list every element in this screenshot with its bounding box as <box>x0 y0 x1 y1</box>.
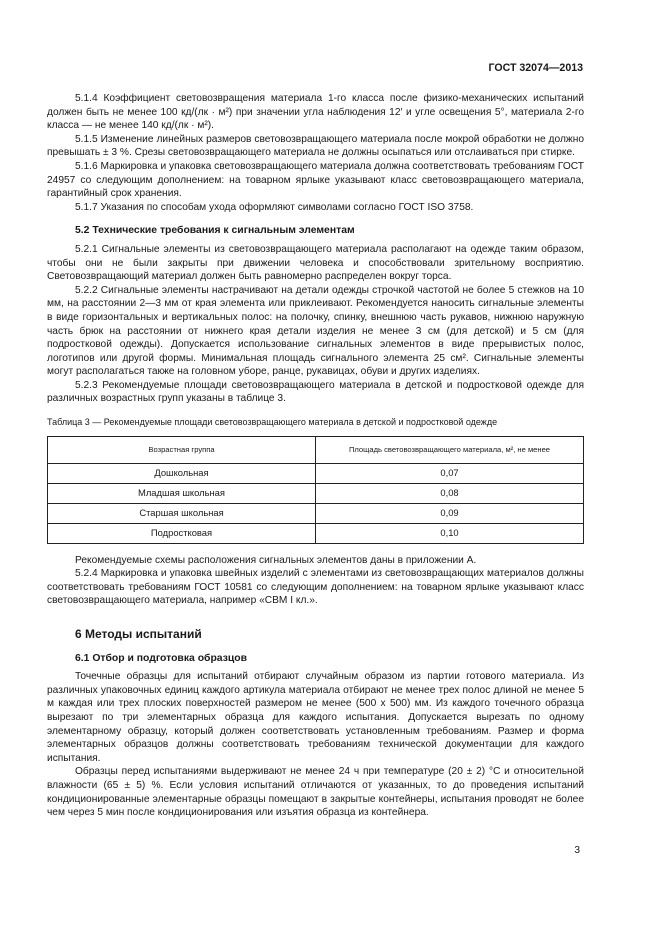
section-heading-5-2: 5.2 Технические требования к сигнальным элементам <box>75 225 355 237</box>
table-row <box>48 523 584 543</box>
table-cell-age-group: Младшая школьная <box>48 483 316 503</box>
table-row <box>48 503 584 523</box>
paragraph-5-2-2: 5.2.2 Сигнальные элементы настрачивают на детали одежды строчкой частотой не более 5 стежков на 10 мм, на расстоянии 2—3 мм от края элемента или приклеивают. Рекомендуется наносить сигнальные элементы в виде горизонтальных и вертикальных полос: на полочку, спинку, внешнюю часть рукавов, нижнюю наружную часть брюк на расстоянии от нижнего края детали изделия не менее 3 см (для детской) и 5 см (для подростковой одежды). Допускается использование сигнальных элементов в виде прерывистых полос, логотипов или другой формы. Минимальная площадь сигнального элемента 25 см². Сигнальные элементы могут располагаться также на головном уборе, ранце, рукавицах, обуви и других изделиях. <box>47 284 584 378</box>
paragraph-recommended-schemes: Рекомендуемые схемы расположения сигнальных элементов даны в приложении А. <box>75 554 477 566</box>
table-caption: Таблица 3 — Рекомендуемые площади световозвращающего материала в детской и подростковой одежде <box>47 417 498 428</box>
table-cell-area: 0,07 <box>316 463 584 483</box>
paragraph-5-1-4: 5.1.4 Коэффициент световозвращения материала 1-го класса после физико-механических испытаний должен быть не менее 100 кд/(лк · м²) при значении угла наблюдения 12′ и угле освещения 5°, материала 2-го класса — не менее 140 кд/(лк · м²). <box>47 93 584 132</box>
table-row <box>48 463 584 483</box>
paragraph-5-1-6: 5.1.6 Маркировка и упаковка световозвращающего материала должна соответствовать требованиям ГОСТ 24957 со следующим дополнением: на товарном ярлыке указывают класс световозвращающего материала, гарантийный срок хранения. <box>47 160 584 200</box>
section-heading-6-1: 6.1 Отбор и подготовка образцов <box>75 652 247 664</box>
table-header-area: Площадь световозвращающего материала, м², не менее <box>316 436 584 463</box>
table-3 <box>47 436 584 544</box>
paragraph-5-1-5: 5.1.5 Изменение линейных размеров световозвращающего материала после мокрой обработки не должно превышать ± 3 %. Срезы световозвращающего материала не должны осыпаться или отслаиваться при стирке. <box>47 133 584 159</box>
table-header-age-group: Возрастная группа <box>48 436 316 463</box>
paragraph-5-2-3: 5.2.3 Рекомендуемые площади световозвращающего материала в детской и подростковой одежде для различных возрастных групп указаны в таблице 3. <box>47 379 584 405</box>
table-cell-area: 0,08 <box>316 483 584 503</box>
table-header-row <box>48 436 584 463</box>
page-number: 3 <box>574 845 580 856</box>
table-row <box>48 483 584 503</box>
table-cell-age-group: Дошкольная <box>48 463 316 483</box>
paragraph-5-2-4: 5.2.4 Маркировка и упаковка швейных изделий с элементами из световозвращающих материалов должны соответствовать требованиям ГОСТ 10581 со следующим дополнением: на товарном ярлыке указывают класс световозвращающего материала, например «СВМ I кл.». <box>47 568 584 607</box>
table-cell-age-group: Старшая школьная <box>48 503 316 523</box>
page-content <box>47 92 584 820</box>
paragraph-6-1-conditioning: Образцы перед испытаниями выдерживают не менее 24 ч при температуре (20 ± 2) °С и относительной влажности (65 ± 5) %. Если условия испытаний отличаются от указанных, то до проведения испытаний кондиционированные элементарные образцы помещают в закрытые контейнеры, испытания проводят не более чем через 5 мин после кондиционирования или изъятия образца из контейнера. <box>47 766 584 819</box>
table-cell-area: 0,09 <box>316 503 584 523</box>
section-heading-6: 6 Методы испытаний <box>75 627 202 642</box>
paragraph-6-1-sampling: Точечные образцы для испытаний отбирают случайным образом из партии готового материала. Из различных упаковочных единиц каждого артикула материала отбирают не менее трех полос длиной не менее 5 м каждая или трех плоских поверхностей размером не менее (500 х 500) мм. Из каждого точечного образца вырезают по три элементарных образца для каждого испытания. Допускается вырезать по одному элементарному образцу, который должен соответствовать установленным требованиям. Размер и форма элементарных образцов должны соответствовать требованиям технической документации для каждого испытания. <box>47 671 584 764</box>
paragraph-5-2-1: 5.2.1 Сигнальные элементы из световозвращающего материала располагают на одежде таким образом, чтобы они не были закрыты при движении человека и способствовали зрительному восприятию. Световозвращающий материал должен быть равномерно распределен вокруг торса. <box>47 243 584 283</box>
table-cell-area: 0,10 <box>316 523 584 543</box>
paragraph-5-1-7: 5.1.7 Указания по способам ухода оформляют символами согласно ГОСТ ISO 3758. <box>75 201 474 213</box>
document-header: ГОСТ 32074—2013 <box>488 62 583 74</box>
table-cell-age-group: Подростковая <box>48 523 316 543</box>
